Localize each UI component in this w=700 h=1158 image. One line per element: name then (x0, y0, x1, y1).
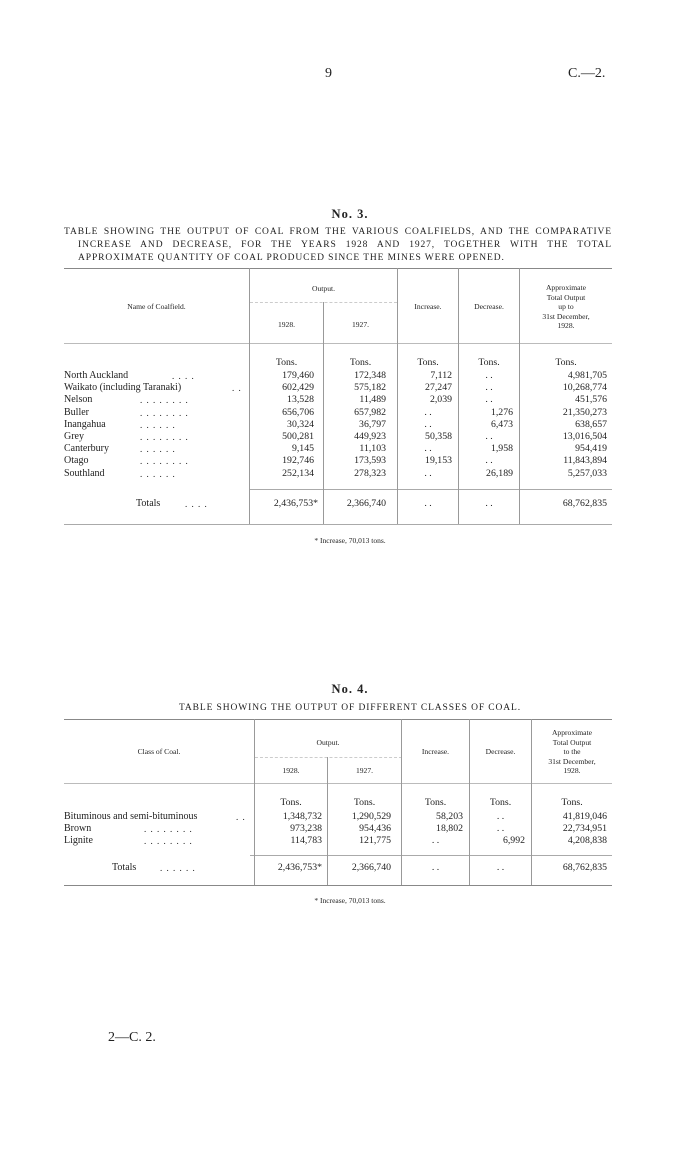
table3-row-name: Buller (64, 406, 89, 418)
table3-row-increase: . . (424, 418, 432, 430)
table3-row-name: Waikato (including Taranaki) (64, 382, 182, 394)
table4-row-dots: . . . . . . . . (144, 836, 193, 847)
table3-row-decrease: . . (485, 431, 493, 442)
table3-row-total: 954,419 (575, 443, 607, 455)
table3-unit-1928: Tons. (275, 357, 298, 368)
table4-row-decrease: . . (496, 811, 505, 822)
table3-row-dots: . . . . (172, 371, 195, 381)
table3-unit-1927: Tons. (349, 357, 372, 368)
table3-row-dots: . . . . . . . . (140, 456, 189, 467)
table4-unit-1928: Tons. (280, 797, 302, 808)
table4-unit-increase: Tons. (424, 797, 447, 808)
table4-unit-decrease: Tons. (489, 797, 512, 808)
table3-row-1928: 179,460 (282, 370, 314, 381)
footer-reference: 2—C. 2. (108, 1030, 156, 1045)
table4-row-1928: 973,238 (290, 823, 322, 835)
table3-row-1928: 252,134 (282, 467, 314, 479)
table3-totals-dots: . . . . (185, 499, 208, 509)
table4-top-rule (64, 719, 612, 720)
table4-output-sub-rule (255, 757, 402, 758)
table4-row-increase: . . (431, 835, 440, 847)
table4-footnote: * Increase, 70,013 tons. (314, 896, 386, 905)
table3-row-name: North Auckland (64, 370, 129, 381)
table3-row-1927: 172,348 (354, 370, 386, 381)
table3-row-decrease: 6,473 (490, 418, 513, 430)
table3-row-total: 451,576 (575, 394, 607, 406)
table3-row-total: 21,350,273 (562, 406, 607, 418)
table4-totals-rule (250, 855, 612, 856)
table3-row-total: 638,657 (575, 418, 607, 430)
table4-row-total: 4,208,838 (567, 835, 607, 847)
table3-row-1928: 9,145 (291, 443, 314, 455)
table3-row-decrease: 1,958 (490, 443, 513, 455)
table3-row-name: Nelson (64, 394, 93, 406)
table3-row-dots: . . . . . . . . (140, 395, 189, 406)
table4-header-1928: 1928. (282, 766, 300, 775)
table3-totals-increase: . . (424, 498, 432, 509)
table3-row-name: Grey (64, 431, 84, 442)
table4-unit-total: Tons. (561, 797, 583, 808)
table3-row-decrease: . . (485, 382, 493, 394)
table4-header-total-line-5: 1928. (563, 766, 581, 775)
table3-row-dots: . . (232, 383, 242, 394)
table3-row-name: Inangahua (64, 418, 106, 430)
table4-header-name: Class of Coal. (137, 747, 181, 756)
table3-row-decrease: 26,189 (486, 467, 513, 479)
table4-header-rule (64, 783, 612, 784)
table3-row-increase: 2,039 (429, 394, 452, 406)
table3-row-total: 13,016,504 (562, 431, 607, 442)
table3-row-1927: 575,182 (354, 382, 386, 394)
table3-row-total: 10,268,774 (562, 382, 607, 394)
table4-row-1927: 1,290,529 (351, 811, 391, 822)
table4-header-1927: 1927. (355, 766, 374, 775)
table4-header-total-line-3: to the (563, 747, 581, 756)
table3-row-total: 4,981,705 (567, 370, 607, 381)
table3-row-increase: . . (424, 443, 432, 455)
table3-row-name: Southland (64, 467, 105, 479)
table3-row-total: 11,843,894 (563, 455, 607, 467)
table3-header-1927: 1927. (351, 320, 370, 329)
table4-row-total: 41,819,046 (562, 811, 607, 822)
table4-header-output: Output. (316, 738, 340, 747)
table3-row-total: 5,257,033 (567, 467, 607, 479)
table4-totals-1928: 2,436,753* (277, 862, 322, 873)
table3-unit-total: Tons. (555, 357, 577, 368)
table4-row-name: Brown (64, 823, 92, 835)
table4-totals-decrease: . . (496, 862, 505, 873)
table4-row-1928: 1,348,732 (282, 811, 322, 822)
table3-header-decrease: Decrease. (474, 302, 504, 311)
table4-row-dots: . . . . . . . . (144, 824, 193, 835)
table3-row-name: Otago (64, 455, 89, 467)
table4-bottom-rule (64, 885, 612, 886)
table3-row-dots: . . . . . . . . (140, 407, 189, 418)
document-reference: C.—2. (568, 66, 606, 81)
table3-row-increase: 19,153 (425, 455, 452, 467)
table3-row-decrease: . . (485, 455, 493, 467)
table4-number: No. 4. (331, 682, 369, 696)
table3-top-rule (64, 268, 612, 269)
table3-row-increase: 50,358 (425, 431, 452, 442)
table4-row-total: 22,734,951 (562, 823, 607, 835)
table3-row-dots: . . . . . . . . (140, 432, 189, 442)
table3-totals-total: 68,762,835 (562, 498, 607, 509)
table3-row-dots: . . . . . . (140, 444, 176, 455)
table3-header-increase: Increase. (414, 302, 442, 311)
table3-header-total-line-4: 31st December, (542, 311, 590, 321)
table3-unit-increase: Tons. (417, 357, 439, 368)
table4-header-total (532, 728, 612, 776)
table4-totals-label: Totals (112, 862, 137, 873)
table3-row-1928: 500,281 (282, 431, 314, 442)
table3-row-1927: 36,797 (359, 418, 386, 430)
table3-totals-rule (250, 489, 612, 490)
table4-row-name: Bituminous and semi-bituminous (64, 811, 198, 822)
table4-totals-total: 68,762,835 (562, 862, 607, 873)
table3-row-dots: . . . . . . (140, 468, 176, 479)
table3-row-decrease: . . (485, 394, 493, 406)
table3-number: No. 3. (331, 207, 369, 221)
table3-row-1928: 656,706 (282, 406, 314, 418)
table4-caption: TABLE SHOWING THE OUTPUT OF DIFFERENT CLASSES OF COAL. (178, 703, 522, 713)
table3-header-1928: 1928. (277, 320, 296, 329)
table4-row-decrease: 6,992 (502, 835, 525, 847)
table4-header-increase: Increase. (421, 747, 450, 756)
table3-caption-line-1: TABLE SHOWING THE OUTPUT OF COAL FROM THE VARIOUS COALFIELDS, AND THE COMPARATIVE (64, 227, 612, 237)
table3-row-1927: 11,103 (359, 443, 386, 455)
table3-row-increase: 27,247 (425, 382, 452, 394)
table3-footnote: * Increase, 70,013 tons. (314, 536, 386, 545)
table4-row-1928: 114,783 (290, 835, 322, 847)
table4-row-1927: 121,775 (359, 835, 391, 847)
table3-row-increase: . . (424, 406, 432, 418)
table3-caption-line-2: INCREASE AND DECREASE, FOR THE YEARS 1928 AND 1927, TOGETHER WITH THE TOTAL (78, 240, 612, 250)
table4-row-1927: 954,436 (359, 823, 391, 835)
table3-header-total (520, 283, 612, 331)
table3-row-1928: 13,528 (287, 394, 314, 406)
table3-row-1927: 657,982 (354, 406, 386, 418)
table3-row-increase: 7,112 (430, 370, 452, 381)
table3-row-1927: 449,923 (354, 431, 386, 442)
table3-row-1927: 11,489 (359, 394, 386, 406)
table3-row-1928: 192,746 (282, 455, 314, 467)
table3-totals-label: Totals (136, 498, 161, 509)
table3-totals-1928: 2,436,753* (273, 498, 318, 509)
table3-header-total-line-1: Approximate (545, 283, 587, 292)
table4-totals-1927: 2,366,740 (351, 862, 391, 873)
table3-row-increase: . . (424, 467, 432, 479)
table4-row-name: Lignite (64, 835, 93, 847)
table3-row-1928: 602,429 (282, 382, 314, 394)
table4-header-total-line-2: Total Output (552, 737, 592, 747)
table3-row-decrease: . . (485, 370, 493, 381)
table3-bottom-rule (64, 524, 612, 525)
table3-header-rule (64, 343, 612, 344)
table4-row-increase: 58,203 (436, 811, 463, 822)
table4-header-total-line-1: Approximate (551, 728, 593, 737)
table4-row-increase: 18,802 (436, 823, 463, 835)
table4-totals-increase: . . (431, 862, 440, 873)
table4-totals-dots: . . . . . . (160, 863, 196, 873)
table3-header-total-line-3: up to (558, 302, 574, 311)
table3-row-decrease: 1,276 (490, 406, 513, 418)
table3-row-name: Canterbury (64, 443, 109, 455)
table4-header-decrease: Decrease. (485, 747, 516, 756)
table4-row-dots: . . (236, 812, 246, 822)
table3-header-output: Output. (312, 284, 335, 293)
table3-row-1928: 30,324 (287, 418, 314, 430)
table3-caption-line-3: APPROXIMATE QUANTITY OF COAL PRODUCED SINCE THE MINES WERE OPENED. (78, 253, 505, 263)
table3-totals-decrease: . . (485, 498, 493, 509)
table3-row-1927: 173,593 (354, 455, 386, 467)
table4-header-total-line-4: 31st December, (548, 756, 596, 766)
table4-unit-1927: Tons. (353, 797, 376, 808)
table3-header-total-line-2: Total Output (546, 292, 586, 302)
table3-caption (64, 226, 612, 265)
table3-totals-1927: 2,366,740 (346, 498, 386, 509)
page-number: 9 (325, 66, 332, 81)
table3-unit-decrease: Tons. (478, 357, 500, 368)
table3-row-1927: 278,323 (354, 467, 386, 479)
table3-row-dots: . . . . . . (140, 419, 176, 430)
table3-header-total-line-5: 1928. (557, 321, 575, 330)
table3-header-name: Name of Coalfield. (127, 302, 186, 311)
table4-row-decrease: . . (496, 823, 505, 835)
